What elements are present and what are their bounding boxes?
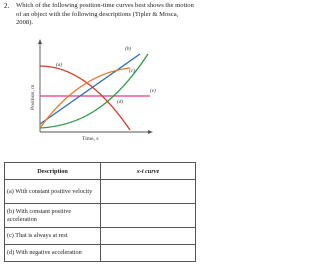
curve-label-e: (e) [150,88,156,94]
description-header: Description [5,163,101,180]
curve-label-a: (a) [56,62,63,68]
x-axis-label: Time, s [82,136,99,142]
row-curve-answer[interactable] [101,204,196,228]
row-curve-answer[interactable] [101,228,196,245]
curve-label-c: (c) [129,68,135,74]
x-axis-arrow [148,130,153,134]
curve-header: x-t curve [101,163,196,180]
table-row [5,204,196,228]
row-curve-answer[interactable] [101,245,196,262]
curve-c [40,66,130,130]
row-description: (d) With negative acceleration [5,245,101,262]
question-text: Which of the following position-time curves best shows the motion of an object with the following descriptions (Tipler & Mosca, 2008). [16,2,194,27]
table-header-row [5,163,196,180]
question-number: 2. [4,2,10,10]
row-description: (a) With constant positive velocity [5,180,101,204]
table-row [5,228,196,245]
curve-label-d: (d) [117,99,124,105]
curve-a [40,68,130,128]
table-row [5,245,196,262]
description-table [4,162,196,262]
table-row [5,180,196,204]
curve-label-b: (b) [125,46,132,52]
row-curve-answer[interactable] [101,180,196,204]
row-description: (c) That is always at rest [5,228,101,245]
y-axis-label: Position, m [30,84,36,110]
row-description: (b) With constant positive acceleration [5,204,101,228]
y-axis-arrow [38,39,42,44]
